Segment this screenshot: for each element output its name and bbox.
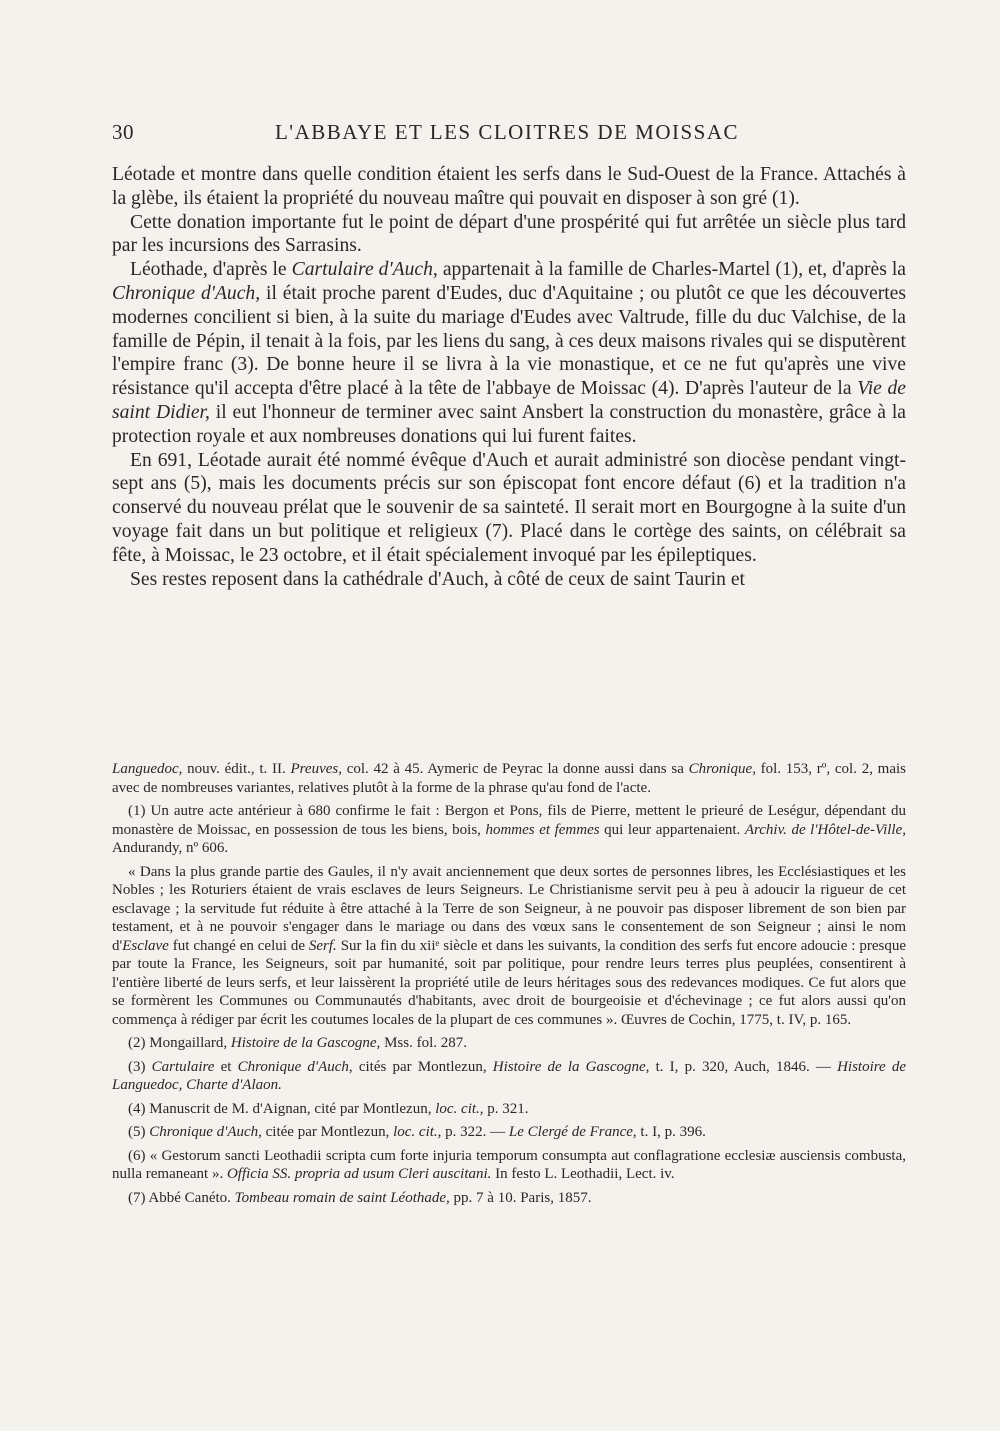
text-run: il était proche parent d'Eudes, duc d'Aquitaine ; ou plutôt ce que les découvertes modernes concilient si bien, à la suite du mariage d'Eudes avec Valtrude, fille du duc Valchise, de la famille de Pépin, il tenait à la fois, par les liens du sang, à ces deux maisons rivales qui se disputèrent l'empire franc (3). De bonne heure il se livra à la vie monastique, et ce ne fut qu'après une vive résistance qu'il accepta d'être placé à la tête de l'abbaye de Moissac (4). D'après l'auteur de la (112, 282, 906, 400)
text-run: (7) Abbé Canéto. (128, 1189, 235, 1206)
text-run: nouv. édit., t. II. (182, 761, 291, 777)
citation-title: Chronique d'Auch, (149, 1124, 262, 1140)
page-number: 30 (112, 120, 134, 144)
running-title: L'ABBAYE ET LES CLOITRES DE MOISSAC (274, 120, 740, 144)
text-run: p. 322. — (441, 1124, 509, 1140)
text-run: p. 321. (483, 1100, 529, 1117)
text-run: Sur la fin du xiiᵉ siècle et dans les suivants, la condition des serfs fut encore adoucie : presque par toute la France, les Seigneurs, soit par humanité, soit par politique, pour rendre leurs terres plus peuplées, consentirent à l'entière liberté de leurs serfs, et leur laissèrent la propriété utile de leurs héritages sous des redevances modiques. Ce fut alors que se formèrent les Communes ou Communautés d'habitants, avec droit de bourgeoisie et d'échevinage ; ce fut alors aussi qu'on commença à rédiger par écrit les coutumes locales de la plupart de ces communes ». Œuvres de Cochin, 1775, t. IV, p. 165. (112, 937, 906, 1028)
citation-title: Officia SS. propria ad usum Cleri auscitani. (226, 1166, 492, 1182)
paragraph (112, 258, 906, 448)
citation-title: Languedoc, (112, 761, 183, 777)
citation-title: Histoire de la Gascogne, (492, 1058, 650, 1075)
citation-title: Archiv. de l'Hôtel-de-Ville, (744, 821, 906, 838)
citation-title: Chronique, (688, 761, 756, 777)
footnote-5 (112, 1123, 906, 1142)
text-run: et (214, 1058, 238, 1075)
text-run: Andurandy, nº 606. (112, 840, 229, 856)
text-run: (6) « Gestorum sancti Leothadii scripta cum forte injuria temporum consumpta aut conflagratione ecclesiæ ausciensis combusta, nulla remaneant ». (112, 1147, 906, 1182)
citation-title: Histoire de la Gascogne, (230, 1035, 381, 1051)
citation-title: loc. cit., (393, 1124, 442, 1140)
text-run: citée par Montlezun, (261, 1124, 394, 1140)
emphasis: hommes et femmes (485, 821, 600, 838)
citation-title: Tombeau romain de saint Léothade, (234, 1189, 450, 1206)
text-run: Mss. fol. 287. (380, 1035, 467, 1051)
text-run: (5) (128, 1124, 150, 1140)
text-run: qui leur appartenaient. (599, 821, 745, 838)
footnote-continuation (112, 760, 906, 797)
citation-title: Preuves, (290, 761, 342, 777)
text-run: (1) Un autre acte antérieur à 680 confirme le fait : Bergon et Pons, fils de Pierre, mettent le prieuré de Leségur, dépendant du monastère de Moissac, en possession de tous les biens, bois, (112, 803, 906, 838)
paragraph: Léotade et montre dans quelle condition étaient les serfs dans le Sud-Ouest de la France. Attachés à la glèbe, ils étaient la propriété du nouveau maître qui pouvait en disposer à son gré (1). (112, 164, 906, 209)
text-run: t. I, p. 396. (636, 1124, 706, 1140)
text-run: fut changé en celui de (168, 937, 309, 954)
footnote-1 (112, 802, 906, 858)
main-text (112, 163, 906, 591)
text-run: fol. 153, rº, col. 2, mais avec de nombreuses variantes, relatives plutôt à la forme de la phrase qu'au fond de l'acte. (112, 761, 906, 796)
text-run: t. I, p. 320, Auch, 1846. — (649, 1058, 838, 1075)
text-run: (2) Mongaillard, (128, 1035, 231, 1051)
text-run: appartenait à la famille de Charles-Martel (1), et, d'après la (437, 259, 906, 281)
emphasis: Esclave (122, 937, 169, 954)
citation-title: Chronique d'Auch, (237, 1058, 353, 1075)
paragraph: Cette donation importante fut le point de départ d'une prospérité qui fut arrêtée un siècle plus tard par les incursions des Sarrasins. (112, 211, 906, 257)
text-run: cités par Montlezun, (352, 1058, 493, 1075)
paragraph: En 691, Léotade aurait été nommé évêque d'Auch et aurait administré son diocèse pendant vingt-sept ans (5), mais les documents précis sur son épiscopat font encore défaut (6) et la tradition n'a conservé du nouveau prélat que le souvenir de sa sainteté. Il serait mort en Bourgogne à la suite d'un voyage fait dans un but politique et religieux (7). Placé dans le cortège des saints, on célébrait sa fête, à Moissac, le 23 octobre, et il était spécialement invoqué par les épileptiques. (112, 449, 906, 566)
citation-title: Cartulaire d'Auch, (291, 259, 438, 281)
footnote-6 (112, 1147, 906, 1184)
footnote-2 (112, 1034, 906, 1053)
footnote-3 (112, 1058, 906, 1095)
citation-title: Chronique d'Auch, (112, 282, 261, 304)
text-run: (3) (128, 1058, 152, 1075)
footnote-7 (112, 1189, 906, 1208)
text-run: In festo L. Leothadii, Lect. iv. (491, 1166, 675, 1182)
citation-title: Histoire de Languedoc, Charte d'Alaon. (112, 1058, 906, 1093)
paragraph: Ses restes reposent dans la cathédrale d'Auch, à côté de ceux de saint Taurin et (130, 568, 745, 590)
footnote-quote (112, 863, 906, 1030)
text-run: (4) Manuscrit de M. d'Aignan, cité par Montlezun, (128, 1100, 436, 1117)
text-run: il eut l'honneur de terminer avec saint Ansbert la construction du monastère, grâce à la protection royale et aux nombreuses donations qui lui furent faites. (112, 401, 906, 447)
citation-title: Le Clergé de France, (508, 1124, 637, 1140)
text-run: « Dans la plus grande partie des Gaules, il n'y avait anciennement que deux sortes de personnes libres, les Ecclésiastiques et les Nobles ; les Roturiers étaient de vrais esclaves de leurs Seigneurs. Le Christianisme servit peu à peu à adoucir la rigueur de cet esclavage ; la servitude fut réduite à être attaché à la Terre de son Seigneur, à ne pouvoir pas disposer librement de son bien par testament, et à ne pouvoir s'engager dans le mariage ou dans des vœux sans le consentement de son Seigneur ; ainsi le nom d' (112, 863, 906, 954)
citation-title: Cartulaire (151, 1058, 215, 1075)
text-run: col. 42 à 45. Aymeric de Peyrac la donne aussi dans sa (341, 761, 689, 777)
citation-title: loc. cit., (435, 1100, 484, 1117)
emphasis: Serf. (308, 937, 337, 954)
citation-title: Vie de saint Didier, (112, 378, 906, 423)
footnotes (112, 760, 906, 1207)
text-run: Léothade, d'après le (130, 259, 292, 281)
footnote-4 (112, 1100, 906, 1119)
text-run: pp. 7 à 10. Paris, 1857. (449, 1189, 592, 1206)
